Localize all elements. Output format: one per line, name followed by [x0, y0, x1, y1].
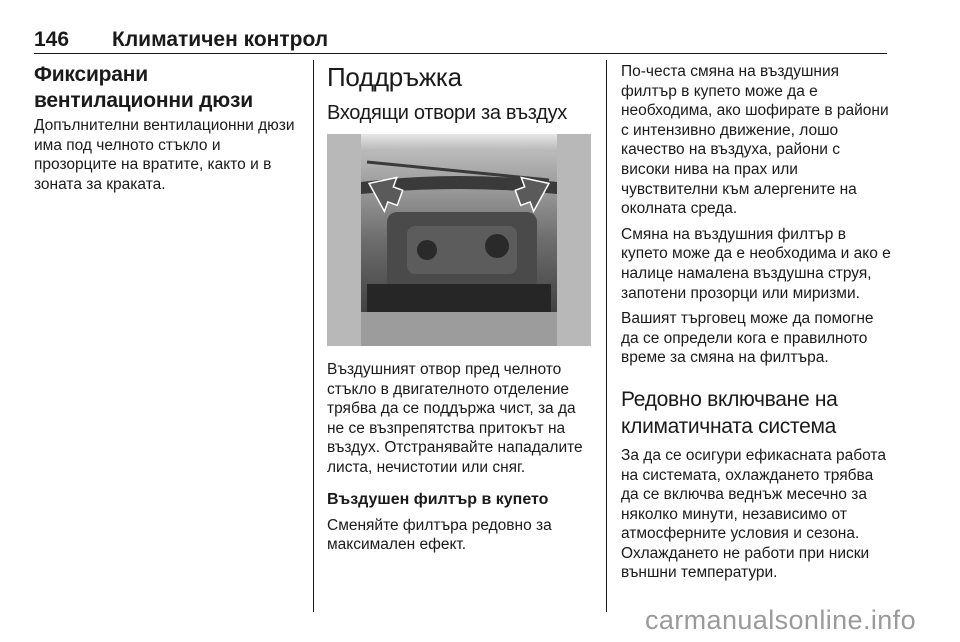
- column-divider: [606, 60, 607, 612]
- watermark: carmanualsonline.info: [644, 605, 916, 635]
- column-middle: [327, 62, 597, 555]
- column-divider: [313, 60, 314, 612]
- column-left: [34, 62, 306, 194]
- air-inlet-text: Въздушният отвор пред челното стъкло в двигателното отделение трябва да се поддържа чист, за да не се възпрепятства притокът на въздух. Отстранявайте нападалите листа, нечистотии или сняг.: [327, 361, 583, 476]
- cabin-filter-heading: Въздушен филтър в купето: [327, 490, 549, 508]
- filter-replacement-text: По-честа смяна на въздушния филтър в купето може да е необходима, ако шофирате в райони с интензивно движение, лошо качество на въздуха, райони с високи нива на прах или чувствителни към алергените на околната среда.: [621, 63, 889, 218]
- air-inlets-subtitle: Входящи отвори за въздух: [327, 102, 567, 124]
- dealer-advice-text: Вашият търговец може да помогне да се определи кога е правилното време за смяна на филтъра.: [621, 310, 874, 367]
- fixed-vents-text: Допълнителни вентилационни дюзи има под челното стъкло и прозорците на вратите, както и в зоната за краката.: [34, 117, 295, 193]
- ac-regular-use-heading: Редовно включване на климатичната система: [621, 387, 838, 438]
- engine-bay-photo: [327, 134, 591, 346]
- chapter-title: Климатичен контрол: [112, 28, 329, 51]
- column-right: [621, 62, 891, 583]
- page-number: 146: [34, 28, 70, 51]
- ac-regular-use-text: За да се осигури ефикасната работа на системата, охлаждането трябва да се включва веднъж месечно за няколко минути, независимо от атмосферните условия и сезона. Охлаждането не работи при ниски външни температури.: [621, 446, 886, 582]
- maintenance-title: Поддръжка: [327, 62, 462, 92]
- section-heading-fixed-vents: Фиксирани вентилационни дюзи: [34, 63, 253, 112]
- page-header: [34, 28, 887, 54]
- cabin-filter-text: Сменяйте филтъра редовно за максимален ефект.: [327, 516, 552, 554]
- filter-replacement-reasons: Смяна на въздушния филтър в купето може да е необходима и ако е налице намалена въздушна струя, запотени прозорци или миризми.: [621, 225, 891, 302]
- engine-bay-photo-illustration: [327, 134, 591, 346]
